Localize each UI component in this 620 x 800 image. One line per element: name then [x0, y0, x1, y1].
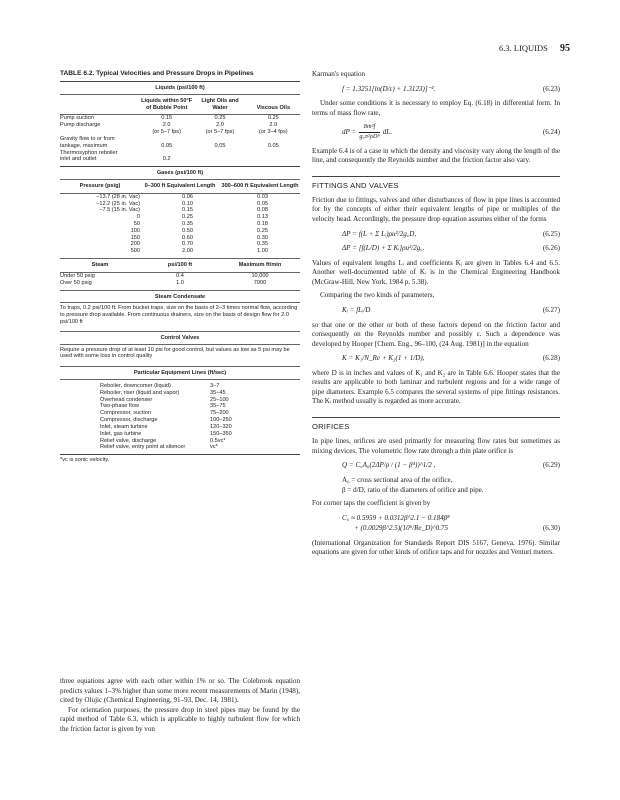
liquids-rows [60, 115, 300, 163]
cell: Under 50 psig [60, 272, 95, 279]
table-row [60, 156, 300, 163]
row-label: Pump suction [60, 115, 94, 122]
col-bubble: Liquids within 50°F of Bubble Point [141, 97, 193, 111]
steam-rows [60, 273, 300, 287]
condensate-text: To traps, 0.2 psi/100 ft. From bucket traps, size on the basis of 2–3 times normal flow, according to pressure drop available. From continuous drainers, size on the basis of design flow for 2.0 psi/100 ft [60, 305, 298, 325]
cell: 2.0 [269, 122, 278, 129]
cell [247, 150, 300, 157]
table-row [60, 235, 300, 242]
table-row [100, 390, 300, 397]
table-row [100, 410, 300, 417]
liquids-header [60, 95, 300, 116]
equation-6-28: K = K₁/N_Re + K₂(1 + 1/D), (6.28) [342, 354, 560, 363]
cell: 0.30 [257, 234, 268, 241]
equation-6-26: ΔP = [f(L/D) + Σ Kᵢ]ρu²/2g꜀. (6.26) [342, 244, 560, 253]
page-number: 95 [560, 43, 570, 54]
definition: β = d/D, ratio of the diameters of orifice and pipe. [342, 485, 484, 494]
cell: 0.60 [182, 234, 193, 241]
table-row [60, 150, 300, 157]
cell: 2.0 [216, 122, 224, 129]
table-row [60, 280, 300, 287]
cell: 0.25 [214, 115, 226, 122]
condensate-title: Steam Condensate [60, 290, 300, 304]
cell: Inlet, steam turbine [100, 423, 148, 430]
table-row [100, 438, 300, 445]
control-title: Control Valves [60, 331, 300, 345]
cell: 120–320 [210, 423, 232, 430]
cell: 150–350 [210, 430, 232, 437]
page-header [499, 43, 570, 54]
table-row [60, 273, 300, 280]
cell [193, 156, 246, 163]
table-row [60, 136, 300, 143]
cell: −13.7 (28 in. Vac) [96, 193, 140, 200]
cell: (or 5–7 fps) [205, 129, 235, 136]
equipment-title: Particular Equipment Lines (ft/sec) [60, 366, 300, 380]
cell: Overhead condenser [100, 396, 153, 403]
gases-rows [60, 194, 300, 255]
table-row [60, 122, 300, 129]
cell: 3–7 [210, 383, 220, 390]
cell: −12.2 (25 in. Vac) [96, 200, 140, 207]
equation-6-24: dP = $\frac{\text{8ṁ²f}}{\text{g꜀π²ρD⁵}}$ dL. (6.24) [342, 123, 560, 140]
table-row [60, 248, 300, 255]
equation-6-23: f = 1.3251[ln(D/ε) + 1.3123)]⁻². (6.23) [342, 84, 560, 93]
table-row [60, 143, 300, 150]
right-column [312, 70, 560, 562]
cell: Inlet, gas turbine [100, 430, 142, 437]
cell: Reboiler, riser (liquid and vapor) [100, 389, 180, 396]
col-light: Light Oils and Water [201, 97, 239, 111]
cell: 0.10 [182, 200, 193, 207]
cell: 2.0 [162, 122, 171, 129]
cell: 100–250 [210, 417, 232, 424]
cell: 0.18 [257, 221, 268, 228]
cell: 0.35 [257, 241, 268, 248]
cell: Compressor, discharge [100, 417, 158, 424]
cell: 1.00 [257, 248, 268, 255]
cell: 0.35 [182, 221, 193, 228]
cell: 0.25 [267, 115, 279, 122]
table-caption: TABLE 6.2. Typical Velocities and Pressure Drops in Pipelines [60, 70, 254, 77]
steam-header: Steam psi/100 ft Maximum ft/min [60, 258, 300, 273]
cell: (or 5–7 fps) [152, 129, 181, 136]
cell: 1.0 [176, 279, 184, 286]
equipment-rows [60, 380, 300, 451]
paragraph: Example 6.4 is of a case in which the density and viscosity vary along the length of the line, and consequently the Reynolds number and the friction factor also vary. [312, 146, 560, 165]
table-row [60, 207, 300, 214]
cell: 100 [130, 227, 140, 234]
table-row [100, 444, 300, 451]
table-row [100, 397, 300, 404]
row-label: tankage, maximum [60, 142, 108, 149]
cell: 35–75 [210, 403, 226, 410]
table-row [60, 241, 300, 248]
gases-header: Pressure (psig) 0–300 ft Equivalent Length 300–600 ft Equivalent Length [60, 180, 300, 194]
row-label: inlet and outlet [60, 156, 97, 163]
row-label: Gravity flow to or from [60, 135, 115, 142]
cell: 0.05 [161, 142, 173, 149]
cell: 0.15 [182, 207, 193, 214]
cell: 0.25 [257, 227, 268, 234]
cell: 0.70 [182, 241, 193, 248]
cell: Relief valve, entry point at silencer [100, 444, 186, 451]
cell: 0.05 [267, 142, 279, 149]
cell: Over 50 psig [60, 279, 92, 286]
row-label [60, 129, 140, 136]
table-row [60, 115, 300, 122]
cell: 0.50 [182, 227, 193, 234]
paragraph: For orientation purposes, the pressure drop in steel pipes may be found by the rapid method of Table 6.3, which is applicable to highly turbulent flow for which the friction factor is given by von [60, 705, 300, 733]
equation-6-27: Kᵢ = fLᵢ/D (6.27) [342, 305, 560, 314]
table-row [60, 194, 300, 201]
section-title: 6.3. LIQUIDS [499, 43, 548, 53]
table-row [100, 431, 300, 438]
cell: 150 [130, 234, 140, 241]
paragraph: For corner taps the coefficient is given by [312, 499, 431, 508]
table-row [60, 221, 300, 228]
paragraph: three equations agree with each other within 1% or so. The Colebrook equation predicts values 1–3% higher than some more recent measurements of Marin (1948), cited by Olujic (Chemical Engineering, 91–93, Dec. 14, 1981). [60, 677, 300, 705]
liquids-title: Liquids (psi/100 ft) [60, 82, 300, 95]
table-footnote: *vc is sonic velocity. [60, 457, 110, 464]
cell: vc* [210, 444, 218, 451]
equation-6-30-cont: + (0.0029β^2.5)(10⁶/Re_D)^0.75 (6.30) [354, 524, 560, 533]
cell [193, 150, 246, 157]
table-row [60, 228, 300, 235]
heading-orifices: ORIFICES [312, 417, 560, 432]
paragraph: Values of equivalent lengths Lᵢ and coefficients Kᵢ are given in Tables 6.4 and 6.5. Another well-documented table of Kᵢ is in the Chemical Engineering Handbook (McGraw-Hill, New York, 1984 p. 5.38). [312, 258, 560, 286]
cell: 0.08 [257, 207, 268, 214]
paragraph: where D is in inches and values of K₁ and K₂ are in Table 6.6. Hooper states that the results are applicable to both laminar and turbulent regions and for a wide range of pipe diameters. Example 6.5 compares the several systems of pipe fittings resistances. The Kᵢ method usually is regarded as more accurate. [312, 368, 560, 406]
row-label: Pump discharge [60, 122, 101, 129]
table-row [100, 417, 300, 424]
paragraph: In pipe lines, orifices are used primarily for measuring flow rates but sometimes as mixing devices. The volumetric flow rate through a thin plate orifice is [312, 437, 560, 455]
cell: 0.13 [257, 214, 268, 221]
cell: Two-phase flow [100, 403, 139, 410]
cell: Compressor, suction [100, 410, 151, 417]
cell [193, 136, 246, 143]
control-text: Require a pressure drop of at least 10 psi for good control, but values as low as 5 psi may be used with some loss in control quality [60, 346, 290, 360]
table-row [60, 214, 300, 221]
cell: 2.00 [182, 248, 193, 255]
cell: 0.05 [257, 200, 268, 207]
cell [247, 156, 300, 163]
equation-6-30: C꜀ ≈ 0.5959 + 0.0312β^2.1 − 0.184β⁸ [342, 513, 450, 522]
gases-title: Gases (psi/100 ft) [60, 167, 300, 180]
cell: 25–100 [210, 396, 229, 403]
table-6-2 [60, 70, 300, 466]
table-row [60, 201, 300, 208]
cell: 0.4 [176, 272, 184, 279]
cell: 75–200 [210, 410, 229, 417]
paragraph: so that one or the other or both of these factors depend on the friction factor and consequently on the Reynolds number and possibly ε. Such a dependence was developed by Hooper [Chem. Eng., 96–100, (24 Aug. 1981)] in the equation [312, 320, 560, 348]
cell: 7000 [253, 279, 267, 286]
paragraph: Under some conditions it is necessary to employ Eq. (6.18) in differential form. In terms of mass flow rate, [312, 99, 560, 117]
cell: 200 [130, 241, 140, 248]
row-label: Thermosyphon reboiler [60, 149, 118, 156]
cell: 10,000 [251, 272, 269, 279]
paragraph: Karman's equation [312, 70, 366, 78]
cell [140, 136, 193, 143]
cell: Reboiler, downcomer (liquid) [100, 383, 171, 390]
cell: 0.5vc* [210, 437, 226, 444]
definition: A₀ = cross sectional area of the orifice, [342, 475, 453, 484]
cell: 0.2 [162, 156, 171, 163]
cell: 0.25 [182, 214, 193, 221]
cell: 500 [130, 248, 140, 255]
paragraph: Comparing the two kinds of parameters, [320, 291, 435, 300]
cell: 0.06 [182, 193, 193, 200]
cell [140, 150, 193, 157]
table-row [100, 424, 300, 431]
cell: (or 3–4 fps) [259, 129, 288, 136]
heading-fittings: FITTINGS AND VALVES [312, 176, 560, 191]
cell: 0.15 [161, 115, 173, 122]
col-viscous: Viscous Oils [256, 104, 291, 111]
cell: 35–45 [210, 389, 226, 396]
cell: 50 [133, 221, 140, 228]
equation-6-29: Q = C꜀A₀(2ΔP/ρ / (1 − β⁴))^1/2 , (6.29) [342, 461, 560, 470]
cell: 0 [136, 214, 140, 221]
left-body-text [60, 677, 300, 734]
cell [247, 136, 300, 143]
cell: 0.05 [214, 142, 226, 149]
equation-6-25: ΔP = f(L + Σ Lᵢ)ρu²/2g꜀D, (6.25) [342, 229, 560, 238]
cell: 0.03 [257, 193, 268, 200]
paragraph: Friction due to fittings, valves and other disturbances of flow in pipe lines is accounted for by the concepts of either their equivalent lengths of pipe or multiples of the velocity head. Accordingly, the pressure drop equation assumes either of the forms [312, 195, 560, 224]
table-row [100, 383, 300, 390]
paragraph: (International Organization for Standards Report DIS 5167, Geneva, 1976). Similar equations are given for other kinds of orifice taps and for nozzles and Venturi meters. [312, 538, 560, 557]
table-row [60, 129, 300, 136]
cell: Relief valve, discharge [100, 437, 157, 444]
cell: −7.5 (15 in. Vac) [99, 207, 140, 214]
table-row [100, 403, 300, 410]
